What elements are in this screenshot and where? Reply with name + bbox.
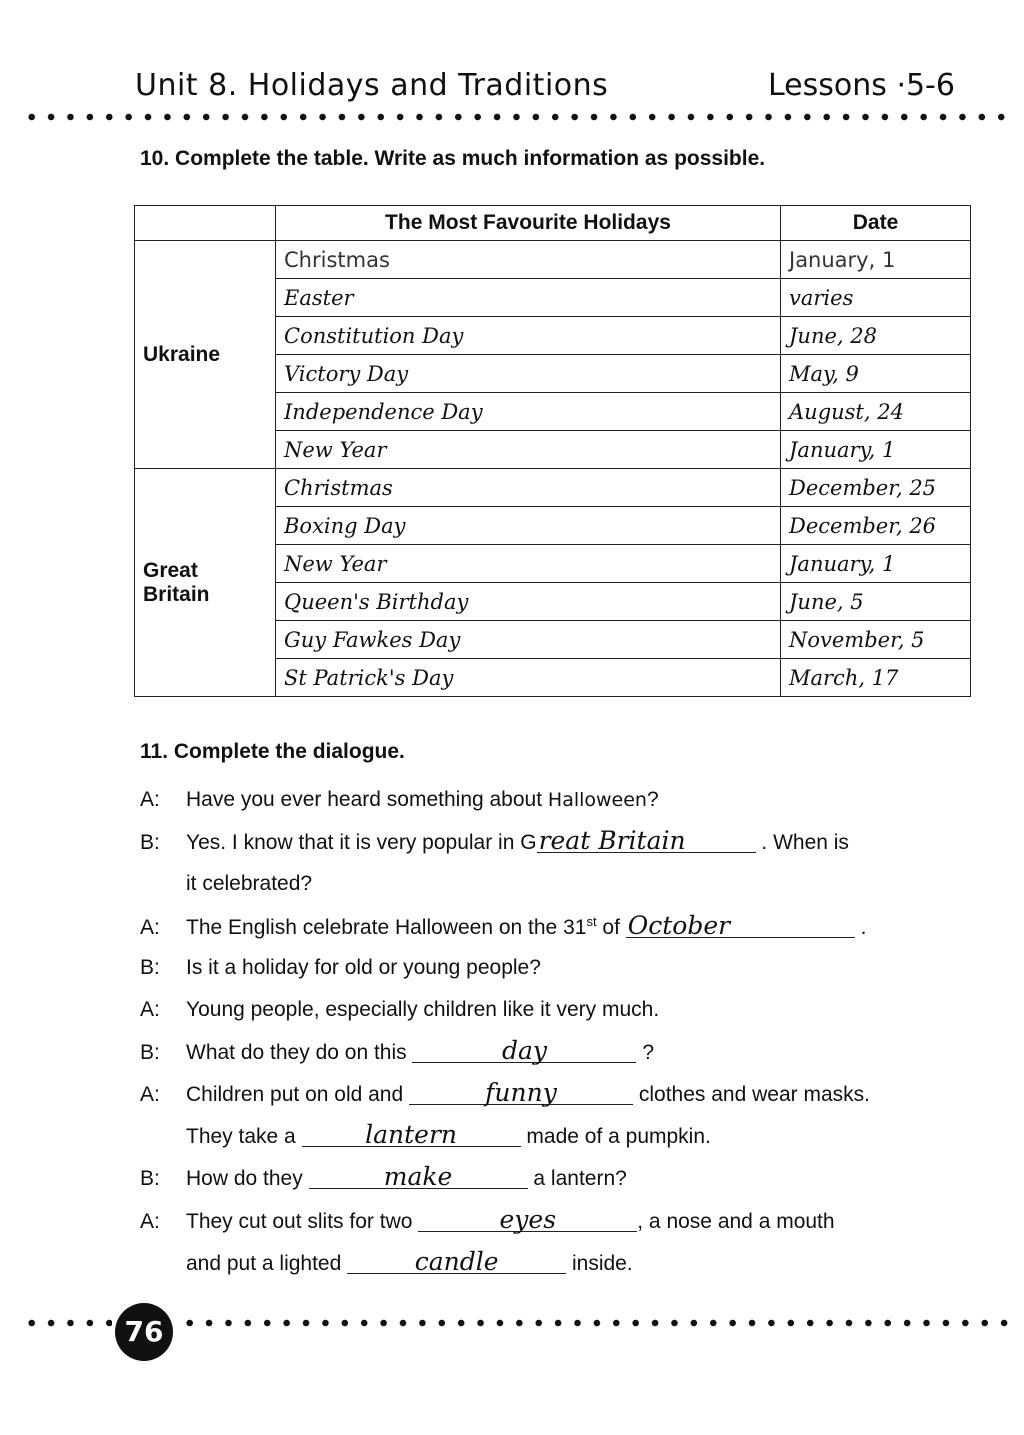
answer-blank[interactable]: funny bbox=[409, 1082, 633, 1105]
date-cell: June, 28 bbox=[781, 317, 971, 355]
date-column-header: Date bbox=[781, 206, 971, 241]
dialogue-line bbox=[140, 826, 849, 855]
lessons-label: Lessons ·5-6 bbox=[768, 68, 955, 103]
dialogue-line bbox=[140, 911, 867, 940]
dialogue-text: They cut out slits for two bbox=[186, 1210, 413, 1233]
dialogue-text: ? bbox=[646, 788, 659, 811]
answer-blank[interactable]: day bbox=[412, 1040, 636, 1063]
date-cell: January, 1 bbox=[781, 241, 971, 279]
dialogue-line bbox=[140, 1205, 835, 1234]
holiday-cell: Christmas bbox=[276, 241, 781, 279]
date-cell: November, 5 bbox=[781, 621, 971, 659]
holiday-cell: Easter bbox=[276, 279, 781, 317]
dialogue-text: The English celebrate Halloween on the 31 bbox=[186, 916, 587, 939]
holiday-cell: New Year bbox=[276, 431, 781, 469]
speaker-label: A: bbox=[140, 1083, 160, 1106]
bottom-dotted-divider bbox=[180, 1318, 1010, 1328]
dialogue-text: clothes and wear masks. bbox=[638, 1083, 870, 1106]
dialogue-text: Yes. I know that it is very popular in G bbox=[186, 831, 537, 854]
date-cell: June, 5 bbox=[781, 583, 971, 621]
speaker-label: B: bbox=[140, 956, 160, 979]
answer-text: Halloween bbox=[547, 789, 647, 811]
dialogue-text: They take a bbox=[186, 1125, 296, 1148]
dialogue-text: of bbox=[596, 916, 620, 939]
dialogue-line bbox=[186, 1120, 711, 1149]
date-cell: March, 17 bbox=[781, 659, 971, 697]
dialogue-text: ? bbox=[642, 1041, 655, 1064]
top-dotted-divider bbox=[22, 112, 1012, 122]
country-cell: Ukraine bbox=[135, 241, 276, 469]
dialogue-line bbox=[140, 1036, 655, 1065]
date-cell: January, 1 bbox=[781, 431, 971, 469]
answer-blank[interactable]: lantern bbox=[302, 1124, 521, 1147]
dialogue-text: inside. bbox=[571, 1252, 633, 1275]
holiday-cell: Christmas bbox=[276, 469, 781, 507]
dialogue-text: Have you ever heard something about bbox=[186, 788, 543, 811]
task-10-title: 10. Complete the table. Write as much information as possible. bbox=[140, 147, 766, 170]
dialogue-text: Is it a holiday for old or young people? bbox=[186, 956, 541, 979]
speaker-label: B: bbox=[140, 1167, 160, 1190]
dialogue-text: How do they bbox=[186, 1167, 303, 1190]
holiday-cell: Guy Fawkes Day bbox=[276, 621, 781, 659]
dialogue-text: a lantern? bbox=[533, 1167, 627, 1190]
dialogue-text: What do they do on this bbox=[186, 1041, 407, 1064]
dialogue-text: and put a lighted bbox=[186, 1252, 342, 1275]
bottom-dotted-divider-left bbox=[22, 1318, 112, 1328]
date-cell: January, 1 bbox=[781, 545, 971, 583]
country-header-cell bbox=[135, 206, 276, 241]
holiday-cell: Boxing Day bbox=[276, 507, 781, 545]
holiday-cell: Independence Day bbox=[276, 393, 781, 431]
dialogue-text: , a nose and a mouth bbox=[637, 1210, 835, 1233]
holidays-column-header: The Most Favourite Holidays bbox=[276, 206, 781, 241]
answer-blank[interactable]: candle bbox=[347, 1251, 566, 1274]
unit-title: Unit 8. Holidays and Traditions bbox=[135, 68, 609, 103]
dialogue-text: it celebrated? bbox=[186, 872, 313, 895]
speaker-label: A: bbox=[140, 1210, 160, 1233]
date-cell: December, 26 bbox=[781, 507, 971, 545]
answer-blank[interactable]: reat Britain bbox=[537, 830, 756, 853]
speaker-label: B: bbox=[140, 831, 160, 854]
holiday-cell: St Patrick's Day bbox=[276, 659, 781, 697]
table-row bbox=[135, 469, 971, 507]
speaker-label: B: bbox=[140, 1041, 160, 1064]
holidays-table bbox=[134, 205, 971, 697]
country-cell: Great Britain bbox=[135, 469, 276, 697]
dialogue-text: Young people, especially children like it very much. bbox=[186, 998, 660, 1021]
speaker-label: A: bbox=[140, 788, 160, 811]
answer-blank[interactable]: make bbox=[309, 1166, 528, 1189]
date-cell: December, 25 bbox=[781, 469, 971, 507]
holiday-cell: Queen's Birthday bbox=[276, 583, 781, 621]
page-number-badge: 76 bbox=[115, 1303, 173, 1361]
table-row bbox=[135, 241, 971, 279]
holiday-cell: Constitution Day bbox=[276, 317, 781, 355]
answer-blank[interactable]: eyes bbox=[418, 1209, 637, 1232]
dialogue-line bbox=[140, 1162, 627, 1191]
superscript: st bbox=[586, 914, 597, 929]
dialogue-text: . When is bbox=[761, 831, 849, 854]
dialogue-text: Children put on old and bbox=[186, 1083, 404, 1106]
dialogue-line bbox=[140, 998, 659, 1022]
date-cell: May, 9 bbox=[781, 355, 971, 393]
dialogue-text: . bbox=[860, 916, 867, 939]
dialogue-text: made of a pumpkin. bbox=[526, 1125, 711, 1148]
date-cell: August, 24 bbox=[781, 393, 971, 431]
dialogue-line bbox=[140, 956, 541, 980]
dialogue-line bbox=[140, 788, 659, 812]
answer-blank[interactable]: October bbox=[626, 915, 855, 938]
speaker-label: A: bbox=[140, 998, 160, 1021]
holiday-cell: Victory Day bbox=[276, 355, 781, 393]
date-cell: varies bbox=[781, 279, 971, 317]
holiday-cell: New Year bbox=[276, 545, 781, 583]
speaker-label: A: bbox=[140, 916, 160, 939]
dialogue-line bbox=[140, 1078, 870, 1107]
dialogue-line bbox=[186, 1247, 633, 1276]
task-11-title: 11. Complete the dialogue. bbox=[140, 740, 405, 763]
